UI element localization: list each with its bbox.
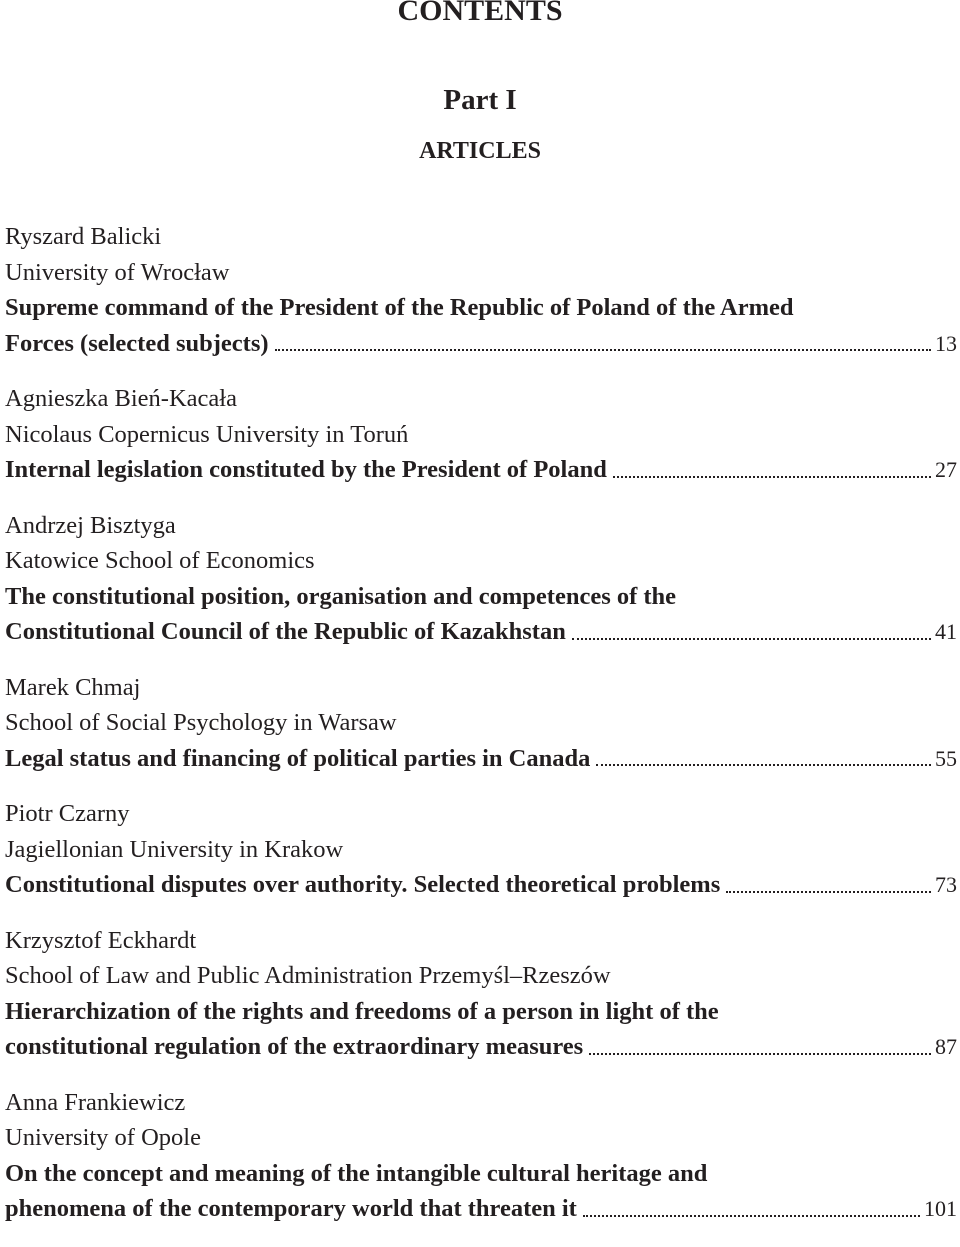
entry-page-number: 41 (935, 619, 957, 644)
entry-page-number: 87 (935, 1034, 957, 1059)
entry-title-text: phenomena of the contemporary world that threaten it (5, 1195, 577, 1222)
toc-entries (5, 219, 957, 1247)
entry-page-number: 27 (935, 457, 957, 482)
entry-affiliation: University of Opole (5, 1124, 201, 1151)
toc-entry[interactable] (5, 1085, 957, 1227)
entry-affiliation: University of Wrocław (5, 258, 230, 286)
entry-affiliation: School of Law and Public Administration Przemyśl–Rzeszów (5, 962, 611, 989)
entry-author: Agnieszka Bień-Kacała (5, 385, 237, 412)
entry-title-row (5, 452, 957, 488)
entry-author: Krzysztof Eckhardt (5, 926, 197, 954)
entry-author: Anna Frankiewicz (5, 1088, 186, 1116)
entry-author: Andrzej Bisztyga (5, 511, 176, 539)
entry-title-text: Constitutional disputes over authority. Selected theoretical problems (5, 871, 721, 898)
entry-title-row (5, 1191, 957, 1227)
entry-affiliation: Katowice School of Economics (5, 547, 315, 574)
entry-page-number: 73 (935, 872, 957, 897)
toc-entry[interactable] (5, 670, 957, 777)
entry-page-number: 55 (935, 745, 957, 771)
entry-title-row (5, 867, 957, 903)
entry-affiliation: Nicolaus Copernicus University in Toruń (5, 420, 409, 448)
entry-title-text: constitutional regulation of the extraordinary measures (5, 1033, 584, 1060)
dot-leader (596, 764, 931, 766)
dot-leader (613, 476, 931, 478)
toc-entry[interactable] (5, 796, 957, 903)
entry-affiliation: School of Social Psychology in Warsaw (5, 709, 397, 736)
entry-affiliation: Jagiellonian University in Krakow (5, 835, 344, 863)
toc-entry[interactable] (5, 219, 957, 361)
entry-author: Marek Chmaj (5, 673, 141, 701)
entry-title-line: The constitutional position, organisation and competences of the (5, 582, 677, 610)
entry-title-line: Hierarchization of the rights and freedoms of a person in light of the (5, 997, 719, 1025)
dot-leader (572, 638, 931, 640)
entry-author: Piotr Czarny (5, 800, 130, 827)
dot-leader (589, 1053, 931, 1055)
entry-page-number: 13 (935, 330, 957, 356)
entry-title-text: Constitutional Council of the Republic of Kazakhstan (5, 618, 566, 645)
entry-author: Ryszard Balicki (5, 223, 162, 250)
entry-page-number: 101 (924, 1196, 957, 1221)
entry-title-text: Forces (selected subjects) (5, 329, 269, 357)
entry-title-row (5, 1029, 957, 1065)
toc-entry[interactable] (5, 508, 957, 650)
toc-entry[interactable] (5, 923, 957, 1065)
dot-leader (726, 891, 931, 893)
dot-leader (583, 1215, 920, 1217)
entry-title-row (5, 741, 957, 777)
entry-title-line: On the concept and meaning of the intangible cultural heritage and (5, 1159, 708, 1187)
dot-leader (275, 349, 931, 351)
entry-title-text: Legal status and financing of political parties in Canada (5, 744, 591, 772)
entry-title-row (5, 326, 957, 362)
entry-title-line: Supreme command of the President of the Republic of Poland of the Armed (5, 294, 794, 321)
toc-entry[interactable] (5, 381, 957, 488)
contents-heading: CONTENTS (397, 0, 563, 27)
part-heading: Part I (443, 84, 517, 116)
entry-title-row (5, 614, 957, 650)
entry-title-text: Internal legislation constituted by the President of Poland (5, 456, 607, 483)
section-heading: ARTICLES (419, 138, 541, 164)
